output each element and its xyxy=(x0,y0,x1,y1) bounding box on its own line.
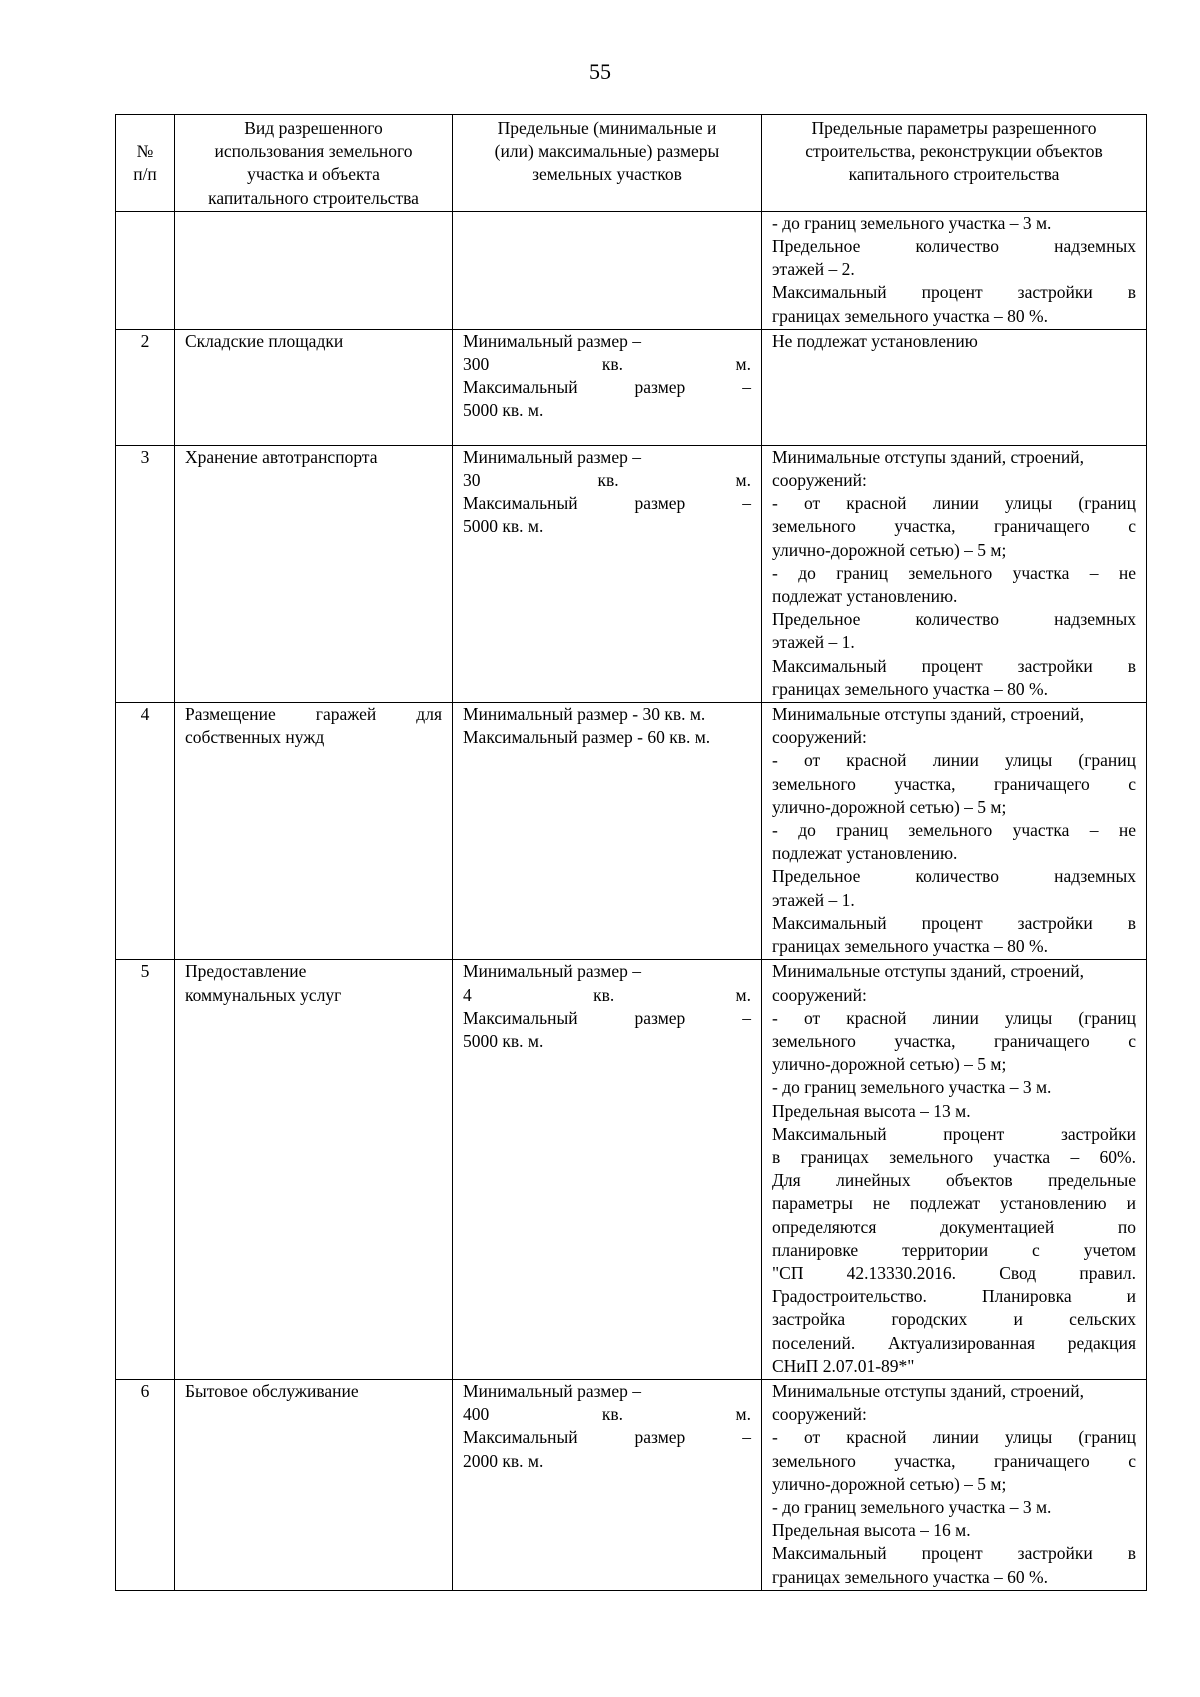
cell-text-line: границах земельного участка – 80 %. xyxy=(772,305,1048,326)
cell-text-line: Максимальный размер – xyxy=(463,377,751,398)
cell-text-line: Предельная высота – 16 м. xyxy=(772,1520,971,1541)
cell-text-line: параметры не подлежат установлению и xyxy=(772,1193,1136,1214)
cell-text-line: Складские площадки xyxy=(185,330,344,351)
table-header-row xyxy=(116,115,1147,212)
cell-text-line: 4 кв. м. xyxy=(463,984,751,1005)
cell-text-line: Минимальный размер – xyxy=(463,1380,642,1401)
cell-text-line: в границах земельного участка – 60%. xyxy=(772,1146,1136,1167)
cell-text-line: Хранение автотранспорта xyxy=(185,446,378,467)
header-line: капитального строительства xyxy=(848,164,1060,185)
cell-text-line: сооружений: xyxy=(772,470,867,491)
land-use-type-cell xyxy=(175,960,453,1380)
cell-text-line: застройка городских и сельских xyxy=(772,1309,1136,1330)
cell-text-line: Максимальный процент застройки в xyxy=(772,655,1136,676)
land-use-type-cell xyxy=(175,329,453,445)
plot-size-cell xyxy=(453,445,762,702)
cell-text-line: сооружений: xyxy=(772,1404,867,1425)
cell-text-line: улично-дорожной сетью) – 5 м; xyxy=(772,1054,1007,1075)
cell-text-line: 5000 кв. м. xyxy=(463,1030,544,1051)
row-number-cell xyxy=(116,211,175,329)
cell-text-line: "СП 42.13330.2016. Свод правил. xyxy=(772,1262,1136,1283)
cell-text-line: Размещение гаражей для xyxy=(185,704,442,725)
page-number: 55 xyxy=(589,59,611,84)
construction-params-cell xyxy=(762,445,1147,702)
header-line: № xyxy=(136,141,154,162)
cell-text-line: 400 кв. м. xyxy=(463,1404,751,1425)
row-number-cell: 6 xyxy=(116,1379,175,1590)
land-use-type-cell xyxy=(175,703,453,960)
table-body xyxy=(116,211,1147,1590)
cell-text-line: сооружений: xyxy=(772,727,867,748)
cell-text-line: земельного участка, граничащего с xyxy=(772,773,1136,794)
cell-text-line: - до границ земельного участка – 3 м. xyxy=(772,1496,1052,1517)
construction-params-cell xyxy=(762,211,1147,329)
header-line: (или) максимальные) размеры xyxy=(494,141,720,162)
plot-size-cell xyxy=(453,211,762,329)
cell-text-line: этажей – 2. xyxy=(772,259,855,280)
cell-text-line: поселений. Актуализированная редакция xyxy=(772,1332,1136,1353)
cell-text-line: Максимальный процент застройки в xyxy=(772,912,1136,933)
header-line: участка и объекта xyxy=(247,164,380,185)
construction-params-cell xyxy=(762,329,1147,445)
row-number-cell: 3 xyxy=(116,445,175,702)
cell-text-line: Максимальный процент застройки в xyxy=(772,1543,1136,1564)
table-row xyxy=(116,445,1147,702)
cell-text-line: границах земельного участка – 60 %. xyxy=(772,1566,1048,1587)
header-line: Предельные (минимальные и xyxy=(497,118,717,138)
cell-text-line: улично-дорожной сетью) – 5 м; xyxy=(772,796,1007,817)
header-plot-size-cell xyxy=(453,115,762,212)
cell-text-line: границах земельного участка – 80 %. xyxy=(772,678,1048,699)
cell-text-line: Предельное количество надземных xyxy=(772,866,1136,887)
land-use-type-cell xyxy=(175,211,453,329)
header-construction-params-cell xyxy=(762,115,1147,212)
cell-text-line: Максимальный размер – xyxy=(463,1007,751,1028)
plot-size-cell xyxy=(453,1379,762,1590)
cell-text-line: Максимальный размер – xyxy=(463,493,751,514)
cell-text-line: 30 кв. м. xyxy=(463,470,751,491)
construction-params-cell xyxy=(762,703,1147,960)
cell-text-line: земельного участка, граничащего с xyxy=(772,516,1136,537)
cell-text-line: этажей – 1. xyxy=(772,632,855,653)
cell-text-line: Градостроительство. Планировка и xyxy=(772,1286,1136,1307)
plot-size-cell xyxy=(453,329,762,445)
cell-text-line: Минимальный размер - 30 кв. м. xyxy=(463,704,706,725)
construction-params-cell xyxy=(762,960,1147,1380)
cell-text-line: 300 кв. м. xyxy=(463,354,751,375)
cell-text-line: Минимальные отступы зданий, строений, xyxy=(772,446,1085,467)
cell-text-line: Предоставление xyxy=(185,961,307,982)
table-row xyxy=(116,211,1147,329)
cell-text-line: - до границ земельного участка – не xyxy=(772,562,1136,583)
land-use-regulations-table xyxy=(115,114,1147,1591)
cell-text-line: улично-дорожной сетью) – 5 м; xyxy=(772,539,1007,560)
header-land-use-type-cell xyxy=(175,115,453,212)
cell-text-line: Минимальный размер – xyxy=(463,330,642,351)
header-line: п/п xyxy=(133,164,157,185)
cell-text-line: Предельное количество надземных xyxy=(772,236,1136,257)
cell-text-line: - от красной линии улицы (границ xyxy=(772,493,1136,514)
cell-text-line: собственных нужд xyxy=(185,727,325,748)
cell-text-line: - от красной линии улицы (границ xyxy=(772,1427,1136,1448)
cell-text-line: улично-дорожной сетью) – 5 м; xyxy=(772,1473,1007,1494)
cell-text-line: - до границ земельного участка – не xyxy=(772,820,1136,841)
table-row xyxy=(116,1379,1147,1590)
plot-size-cell xyxy=(453,960,762,1380)
cell-text-line: - до границ земельного участка – 3 м. xyxy=(772,1077,1052,1098)
row-number-cell: 2 xyxy=(116,329,175,445)
cell-text-line: 2000 кв. м. xyxy=(463,1450,544,1471)
cell-text-line: сооружений: xyxy=(772,984,867,1005)
cell-text-line: Бытовое обслуживание xyxy=(185,1380,359,1401)
plot-size-cell xyxy=(453,703,762,960)
land-use-type-cell xyxy=(175,445,453,702)
header-line: земельных участков xyxy=(532,164,682,185)
row-number-cell: 4 xyxy=(116,703,175,960)
cell-text-line: этажей – 1. xyxy=(772,889,855,910)
header-line: капитального строительства xyxy=(208,187,419,208)
header-line: Вид разрешенного xyxy=(244,118,383,138)
cell-text-line: Минимальный размер – xyxy=(463,961,642,982)
cell-text-line: - до границ земельного участка – 3 м. xyxy=(772,212,1052,233)
cell-text-line: земельного участка, граничащего с xyxy=(772,1450,1136,1471)
table-row xyxy=(116,703,1147,960)
table-row xyxy=(116,329,1147,445)
cell-text-line: Предельная высота – 13 м. xyxy=(772,1100,971,1121)
table-row xyxy=(116,960,1147,1380)
cell-text-line: 5000 кв. м. xyxy=(463,516,544,537)
cell-text-line: Максимальный размер – xyxy=(463,1427,751,1448)
cell-text-line: Минимальные отступы зданий, строений, xyxy=(772,961,1085,982)
cell-text-line: Минимальный размер – xyxy=(463,446,642,467)
cell-text-line: 5000 кв. м. xyxy=(463,400,544,421)
cell-text-line: границах земельного участка – 80 %. xyxy=(772,936,1048,957)
cell-text-line: Максимальный размер - 60 кв. м. xyxy=(463,727,711,748)
cell-text-line: Предельное количество надземных xyxy=(772,609,1136,630)
cell-text-line: определяются документацией по xyxy=(772,1216,1136,1237)
cell-text-line: Минимальные отступы зданий, строений, xyxy=(772,704,1085,725)
cell-text-line: Максимальный процент застройки в xyxy=(772,282,1136,303)
cell-text-line: подлежат установлению. xyxy=(772,843,958,864)
cell-text-line: земельного участка, граничащего с xyxy=(772,1030,1136,1051)
cell-text-line: планировке территории с учетом xyxy=(772,1239,1136,1260)
cell-text-line: Не подлежат установлению xyxy=(772,330,978,351)
row-number-cell: 5 xyxy=(116,960,175,1380)
cell-text-line: Максимальный процент застройки xyxy=(772,1123,1136,1144)
construction-params-cell xyxy=(762,1379,1147,1590)
header-line: использования земельного xyxy=(214,141,413,162)
cell-text-line: СНиП 2.07.01-89*" xyxy=(772,1355,915,1376)
cell-text-line: подлежат установлению. xyxy=(772,586,958,607)
cell-text-line: - от красной линии улицы (границ xyxy=(772,750,1136,771)
header-number-cell xyxy=(116,115,175,212)
land-use-type-cell xyxy=(175,1379,453,1590)
header-line: строительства, реконструкции объектов xyxy=(805,141,1103,162)
cell-text-line: Минимальные отступы зданий, строений, xyxy=(772,1380,1085,1401)
header-line: Предельные параметры разрешенного xyxy=(811,118,1097,138)
cell-text-line: - от красной линии улицы (границ xyxy=(772,1007,1136,1028)
cell-text-line: коммунальных услуг xyxy=(185,984,342,1005)
cell-text-line: Для линейных объектов предельные xyxy=(772,1170,1136,1191)
